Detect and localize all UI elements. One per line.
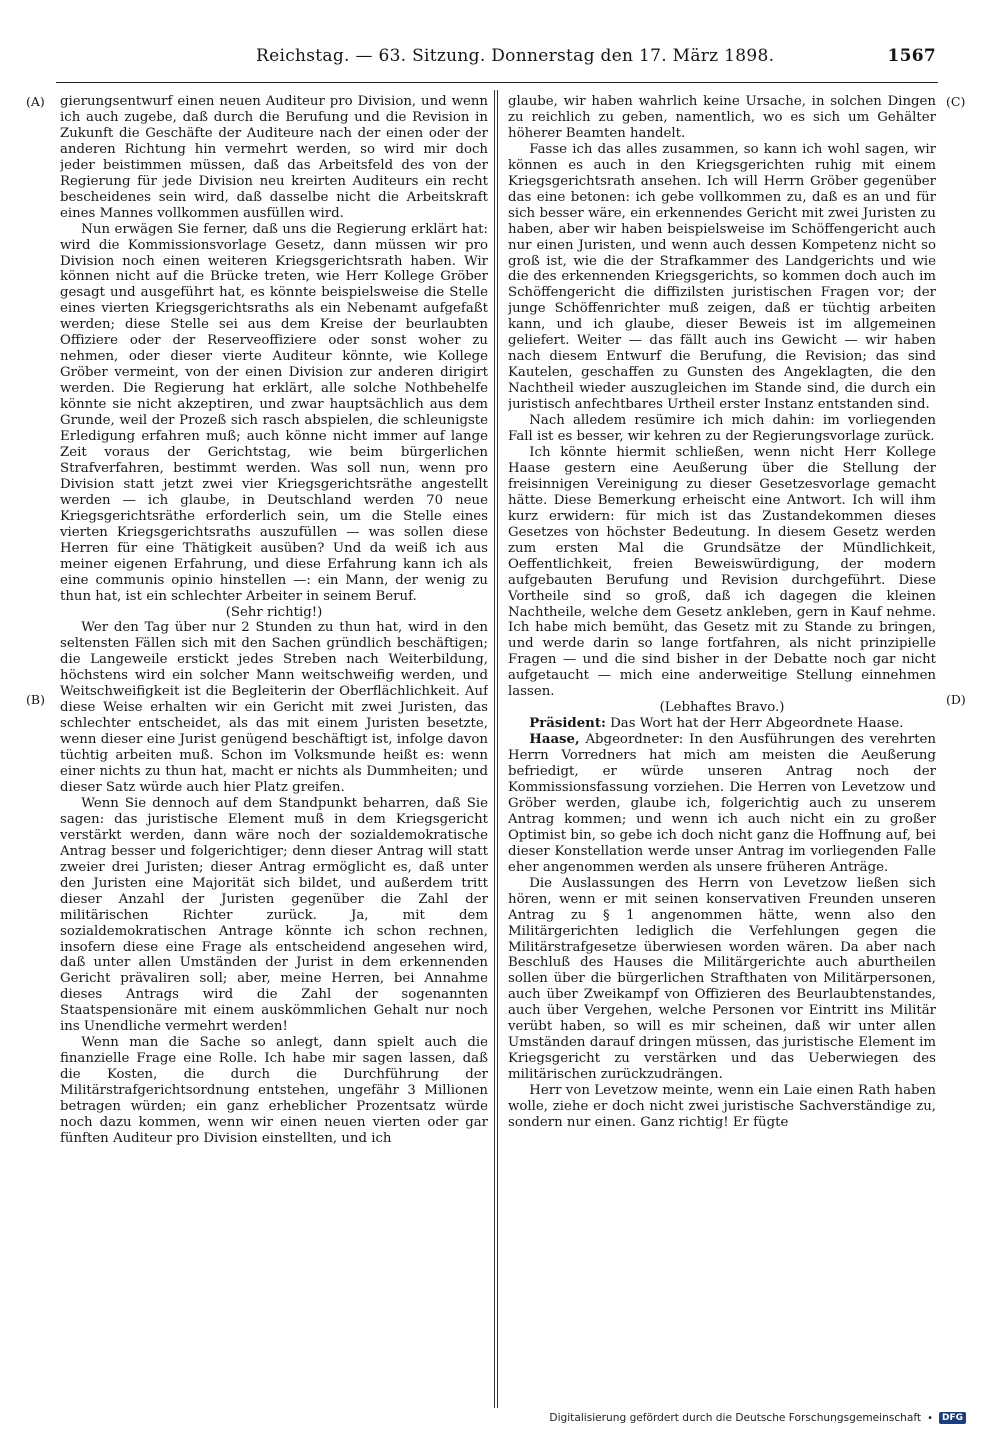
paragraph: Wenn man die Sache so anlegt, dann spielt auch die finanzielle Frage eine Rolle. Ich habe mir sagen lassen, daß die Kosten, die durch die Durchführung der Militärstrafgerichtsordnung entstehen, ungefähr 3 Millionen betragen würden; ein ganz erheblicher Prozentsatz würde noch dazu kommen, wenn wir einen neuen vierten oder gar fünften Auditeur pro Division einstellten, und ich: [60, 1035, 488, 1146]
bullet-icon: •: [927, 1412, 933, 1424]
paragraph: Die Auslassungen des Herrn von Levetzow ließen sich hören, wenn er mit seinen konservativen Freunden unseren Antrag zu § 1 angenommen hätte, wenn also den Militärgerichten lediglich die Verfehlungen gegen die Militärstrafgesetze überwiesen worden wären. Da aber nach Beschluß des Hauses die Militärgerichte auch aburtheilen sollen über die bürgerlichen Strafthaten von Militärpersonen, auch über Zweikampf von Offizieren des Beurlaubtenstandes, auch über Vergehen, welche Personen vor Eintritt ins Militär verübt haben, so will es mir scheinen, daß wir unter allen Umständen darauf dringen müssen, das juristische Element im Kriegsgericht zu verstärken und das Ueberwiegen des militärischen zurückzudrängen.: [508, 875, 936, 1083]
president-remark: [508, 716, 936, 732]
paragraph: Fasse ich das alles zusammen, so kann ich wohl sagen, wir können es auch in den Kriegsgerichten ruhig mit einem Kriegsgerichtsrath ansehen. Ich will Herrn Gröber gegenüber das eine betonen: ich gebe vollkommen zu, daß es an und für sich besser wäre, ein erkennendes Gericht mit zwei Juristen zu haben, aber wir haben beispielsweise im Schöffengericht auch nur einen Juristen, und wenn auch dessen Kompetenz nicht so groß ist, wie die der Strafkammer des Landgerichts und wie die des erkennenden Kriegsgerichts, so kommen doch auch im Schöffengericht die diffizilsten juristischen Fragen vor; der junge Schöffenrichter muß zeigen, daß er tüchtig arbeiten kann, und ich glaube, dieser Beweis ist im allgemeinen geliefert. Weiter — das fällt auch ins Gewicht — wir haben nach diesem Entwurf die Berufung, die Revision; das sind Kautelen, geschaffen zu Gunsten des Angeklagten, die den Nachtheil wieder auszugleichen im Stande sind, die durch ein juristisch anfechtbares Urtheil erster Instanz entstanden sind.: [508, 141, 936, 413]
page-number: 1567: [887, 46, 936, 66]
paragraph: Nach alledem resümire ich mich dahin: im vorliegenden Fall ist es besser, wir kehren zu der Regierungsvorlage zurück.: [508, 413, 936, 445]
interjection: (Lebhaftes Bravo.): [659, 700, 785, 716]
interjection: (Sehr richtig!): [225, 604, 323, 620]
speaker-label: Haase,: [529, 732, 580, 748]
margin-marker-a: (A): [26, 94, 45, 109]
president-text: Das Wort hat der Herr Abgeordnete Haase.: [610, 716, 904, 732]
header-rule: [56, 82, 938, 83]
speech-text: In den Ausführungen des verehrten Herrn Vorredners hat mich am meisten die Aeußerung befriedigt, er würde unseren Antrag noch der Kommissionsfassung vorziehen. Die Herren von Levetzow und Gröber werden, glaube ich, folgerichtig auch zu unserem Antrag kommen; und wenn ich auch nicht ein zu großer Optimist bin, so gebe ich doch nicht ganz die Hoffnung auf, bei dieser Konstellation werde unser Antrag im vorliegenden Falle eher angenommen werden als unsere früheren Anträge.: [508, 732, 936, 875]
column-divider: [494, 90, 498, 1408]
paragraph: Wenn Sie dennoch auf dem Standpunkt beharren, daß Sie sagen: das juristische Element muß in dem Kriegsgericht verstärkt werden, dann wäre noch der sozialdemokratische Antrag besser und folgerichtiger; denn dieser Antrag will statt zweier drei Juristen; dieser Antrag ermöglicht es, daß unter den Juristen eine Majorität sich bildet, und außerdem tritt dieser Anzahl der Juristen gegenüber die Zahl der militärischen Richter zurück. Ja, mit dem sozialdemokratischen Antrage könnte ich schon rechnen, insofern diese eine Frage als entscheidend angesehen wird, daß unter allen Umständen der Jurist in dem erkennenden Gericht prävaliren soll; aber, meine Herren, bei Annahme dieses Antrags wird die Zahl der sogenannten Staatspensionäre mit einem auskömmlichen Gehalt nur noch ins Unendliche vermehrt werden!: [60, 795, 488, 1035]
paragraph: glaube, wir haben wahrlich keine Ursache, in solchen Dingen zu reichlich zu geben, namentlich, wo es sich um Gehälter höherer Beamten handelt.: [508, 94, 936, 141]
left-column: [60, 94, 488, 1407]
margin-marker-b: (B): [26, 692, 45, 707]
page-header: [256, 46, 936, 72]
margin-marker-c: (C): [946, 94, 966, 109]
paragraph: Wer den Tag über nur 2 Stunden zu thun hat, wird in den seltensten Fällen sich mit den Sachen gründlich beschäftigen; die Langeweile erstickt jedes Streben nach Weiterbildung, höchstens wird ein solcher Mann weitschweifig werden, und Weitschweifigkeit ist die Begleiterin der Oberflächlichkeit. Auf diese Weise erhalten wir ein Gericht mit zwei Juristen, das schlechter entscheidet, als das mit einem Juristen besetzte, wenn dieser eine Jurist genügend beschäftigt ist, infolge davon tüchtig arbeiten muß. Schon im Volksmunde heißt es: wenn einer nichts zu thun hat, macht er nichts als Dummheiten; und dieser Satz würde auch hier Platz greifen.: [60, 620, 488, 795]
margin-marker-d: (D): [946, 692, 966, 707]
right-column: [508, 94, 936, 1407]
running-title: Reichstag. — 63. Sitzung. Donnerstag den 17. März 1898.: [256, 46, 775, 66]
paragraph: gierungsentwurf einen neuen Auditeur pro Division, und wenn ich auch zugebe, daß durch die Berufung und die Revision in Zukunft die Geschäfte der Auditeure nach der einen oder der anderen Richtung hin vermehrt werden, so wird mir doch jeder beistimmen müssen, daß das Arbeitsfeld des von der Regierung für jede Division neu kreirten Auditeurs ein recht bescheidenes sein wird, daß dasselbe nicht die Arbeitskraft eines Mannes vollkommen ausfüllen wird.: [60, 94, 488, 221]
footer-credit: Digitalisierung gefördert durch die Deutsche Forschungsgemeinschaft: [549, 1412, 922, 1424]
speaker-label: Präsident:: [529, 716, 606, 732]
speech-opening: [508, 732, 936, 876]
paragraph: Herr von Levetzow meinte, wenn ein Laie einen Rath haben wolle, ziehe er doch nicht zwei juristische Sachverständige zu, sondern nur einen. Ganz richtig! Er fügte: [508, 1083, 936, 1130]
paragraph: Ich könnte hiermit schließen, wenn nicht Herr Kollege Haase gestern eine Aeußerung über die Stellung der freisinnigen Vereinigung zu dieser Gesetzesvorlage gemacht hätte. Diese Bemerkung erheischt eine Antwort. Ich will ihm kurz erwidern: für mich ist das Zustandekommen dieses Gesetzes von höchster Bedeutung. In diesem Gesetz werden zum ersten Mal die Grundsätze der Mündlichkeit, Oeffentlichkeit, freien Beweiswürdigung, der modern aufgebauten Berufung und Revision durchgeführt. Diese Vortheile sind so groß, daß ich dagegen die kleinen Nachtheile, welche dem Gesetz ankleben, gern in Kauf nehme. Ich habe mich bemüht, das Gesetz mit zu Stande zu bringen, und werde darin so lange fortfahren, als nicht prinzipielle Fragen — und die sind bisher in der Debatte noch gar nicht aufgetaucht — mich eine anderweitige Stellung einnehmen lassen.: [508, 444, 936, 700]
speaker-role: Abgeordneter:: [585, 732, 684, 748]
paragraph: Nun erwägen Sie ferner, daß uns die Regierung erklärt hat: wird die Kommissionsvorlage Gesetz, dann müssen wir pro Division noch einen weiteren Kriegsgerichtsrath haben. Wir können nicht auf die Brücke treten, wie Herr Kollege Gröber gesagt und ausgeführt hat, es könnte beispielsweise die Stelle eines vierten Kriegsgerichtsraths als ein Nebenamt aufgefaßt werden; diese Stelle sei aus dem Kreise der beurlaubten Offiziere oder der Reserveoffiziere oder sonst woher zu nehmen, oder dieser vierte Auditeur könnte, wie Kollege Gröber vermeint, von der einen Division zur anderen dirigirt werden. Die Regierung hat erklärt, alle solche Nothbehelfe könnte sie nicht akzeptiren, und zwar hauptsächlich aus dem Grunde, weil der Prozeß sich rasch abspielen, die schleunigste Erledigung erfahren muß; auch könne nicht immer auf lange Zeit voraus der Gerichtstag, wie beim bürgerlichen Strafverfahren, bestimmt werden. Was soll nun, wenn pro Division statt jetzt zwei vier Kriegsgerichtsräthe angestellt werden — ich glaube, in Deutschland werden 70 neue Kriegsgerichtsräthe erforderlich sein, um die Stelle eines vierten Kriegsgerichtsraths auszufüllen — was sollen diese Herren für eine Thätigkeit ausüben? Und da weiß ich aus meiner eigenen Erfahrung, und diese Erfahrung kann ich als eine communis opinio hinstellen —: ein Mann, der wenig zu thun hat, ist ein schlechter Arbeiter in seinem Beruf.: [60, 221, 488, 604]
digitization-footer: [549, 1409, 966, 1427]
dfg-logo: DFG: [939, 1412, 966, 1424]
